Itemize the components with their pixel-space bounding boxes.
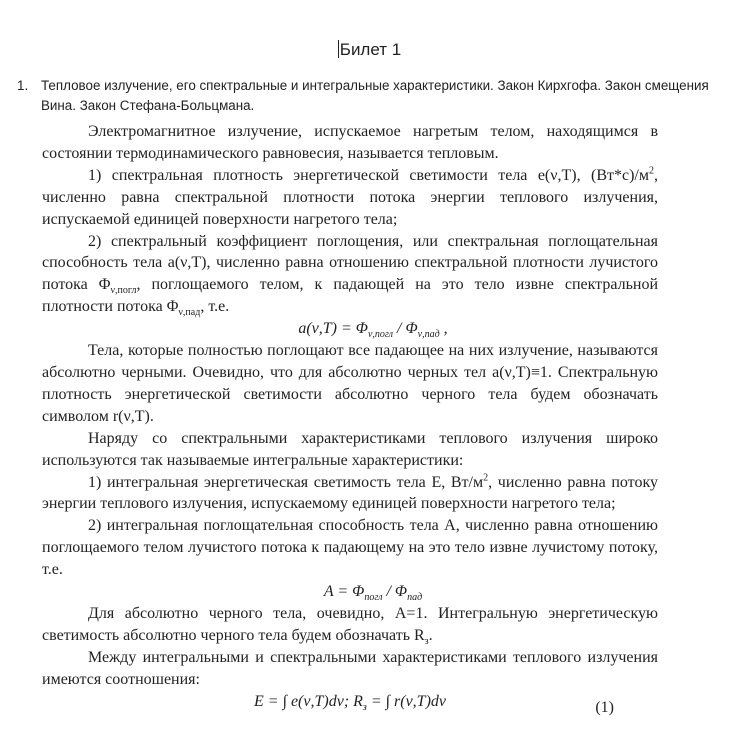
equation-number: (1) xyxy=(595,698,614,716)
paragraph-black-body: Тела, которые полностью поглощают все падающее на них излучение, называются абсолютно черными. Очевидно, что для абсолютно черных тел a(ν,T)≡1. Спектральную плотность энергетической светимости абсолютно черного тела будем обозначать символом r(ν,T). xyxy=(42,342,658,425)
paragraph-absorption: 2) спектральный коэффициент поглощения, или спектральная поглощательная способность тела a(ν,T), численно равна отношению спектральной плотности лучистого потока $\Phi_{\nu,погл}$, поглощаемого телом, к падающей на это тело извне спектральной плотности потока $\Phi_{\nu,пад}$, т.е. xyxy=(42,232,659,319)
text-cursor xyxy=(338,40,339,58)
paragraph-integral-intro: Наряду со спектральными характеристиками теплового излучения широко используются так называемые интегральные характеристики: xyxy=(42,429,658,469)
page-title[interactable]: Билет 1 xyxy=(339,40,402,59)
paragraph-integral-luminosity: 1) интегральная энергетическая светимость тела E, $Вт/м^2$, численно равна потоку энергии теплового излучения, испускаемому единицей поверхности нагретого тела; xyxy=(42,472,659,513)
equation-absorption: $a(\nu,T) = \Phi_{\nu,погл} / \Phi_{\nu,пад}$ , xyxy=(298,320,448,341)
paragraph-spectral-density: 1) спектральная плотность энергетической светимости тела e(ν,T), $(Вт*с)/м^2$, численно равна спектральной плотности потока энергии теплового излучения, испускаемой единицей поверхности нагретого тела; xyxy=(42,165,658,228)
paragraph-black-body-integral: Для абсолютно черного тела, очевидно, A=1. Интегральную энергетическую светимость абсолютно черного тела будем обозначать $R_з$. xyxy=(42,604,658,648)
question-number: 1. xyxy=(17,78,29,93)
question-text: Тепловое излучение, его спектральные и интегральные характеристики. Закон Кирхгофа. Закон смещения Вина. Закон Стефана-Больцмана. xyxy=(41,78,709,113)
question-item xyxy=(17,76,717,116)
paragraph-intro: Электромагнитное излучение, испускаемое нагретым телом, находящимся в состоянии термодинамического равновесия, называется тепловым. xyxy=(42,123,658,162)
equation-integral-absorption: $A = \Phi_{погл} / \Phi_{пад}$ xyxy=(323,583,423,604)
scanned-text-body xyxy=(42,121,658,725)
paragraph-integral-absorption: 2) интегральная поглощательная способность тела A, численно равна отношению поглощаемого телом лучистого потока к падающему на это тело извне лучистому потоку, т.е. xyxy=(42,517,658,579)
equation-1: E = ∫ e(ν,T)dν; $R_з$ = ∫ r(ν,T)dν (1) xyxy=(42,691,658,725)
paragraph-relations: Между интегральными и спектральными характеристиками теплового излучения имеются соотношения: xyxy=(42,648,658,688)
